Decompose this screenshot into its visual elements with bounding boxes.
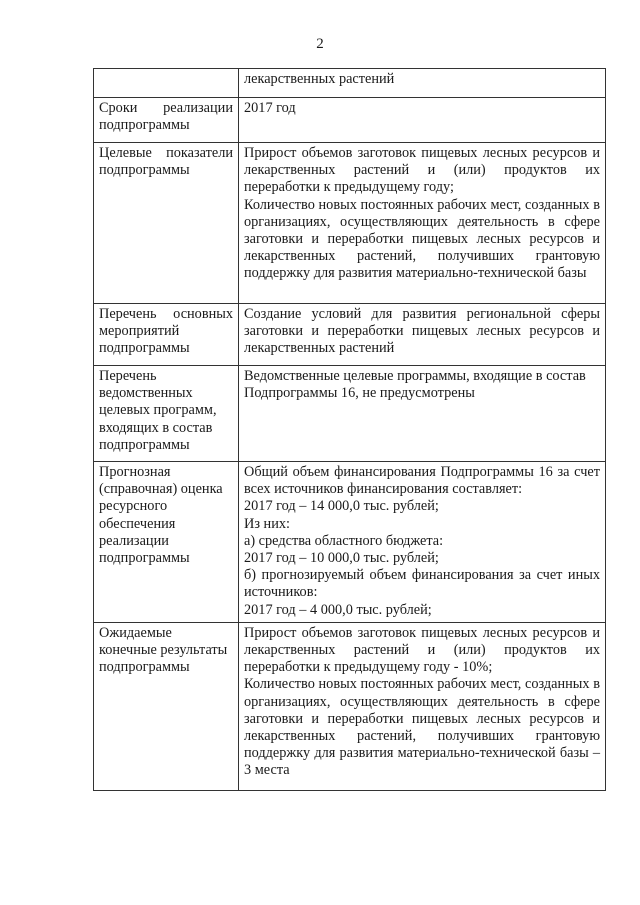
row-content — [239, 98, 606, 143]
row-label — [94, 98, 239, 143]
row-content — [239, 143, 606, 304]
content-paragraph: 2017 год – 14 000,0 тыс. рублей; — [244, 498, 439, 515]
content-paragraph: лекарственных растений — [244, 71, 395, 87]
row-label — [94, 462, 239, 623]
label-text: Перечень основных мероприятий подпрограммы — [99, 306, 233, 357]
content-paragraph: Количество новых постоянных рабочих мест, созданных в организациях, осуществляющих деятельность в сфере заготовки и переработки пищевых лесных ресурсов и лекарственных растений, получивших грантовую поддержку для развития материально-технической базы – 3 места — [244, 676, 600, 779]
label-text: Сроки реализации подпрограммы — [99, 100, 233, 134]
content-paragraph: Количество новых постоянных рабочих мест, созданных в организациях, осуществляющих деятельность в сфере заготовки и переработки пищевых лесных ресурсов и лекарственных растений, получивших грантовую поддержку для развития материально-технической базы — [244, 196, 600, 282]
content-paragraph: Ведомственные целевые программы, входящие в состав Подпрограммы 16, не предусмотрены — [244, 368, 586, 402]
content-paragraph: Создание условий для развития региональной сферы заготовки и переработки пищевых лесных ресурсов и лекарственных растений — [244, 306, 600, 357]
page-number: 2 — [316, 36, 324, 52]
row-label — [94, 69, 239, 98]
row-content — [239, 622, 606, 790]
row-content — [239, 304, 606, 366]
table-row-term — [94, 98, 606, 143]
content-paragraph: б) прогнозируемый объем финансирования за счет иных источников: — [244, 567, 600, 601]
table-row-continuation — [94, 69, 606, 98]
content-paragraph: Прирост объемов заготовок пищевых лесных ресурсов и лекарственных растений и (или) продуктов их переработки к предыдущему году; — [244, 145, 600, 196]
content-paragraph: Прирост объемов заготовок пищевых лесных ресурсов и лекарственных растений и (или) продуктов их переработки к предыдущему году - 10%; — [244, 624, 600, 676]
content-paragraph: Из них: — [244, 515, 290, 532]
content-paragraph: 2017 год – 4 000,0 тыс. рублей; — [244, 601, 432, 618]
row-content — [239, 462, 606, 623]
subprogram-passport-table — [93, 68, 606, 791]
row-content — [239, 69, 606, 98]
content-paragraph: 2017 год — [244, 100, 296, 116]
row-label — [94, 143, 239, 304]
content-paragraph: Общий объем финансирования Подпрограммы 16 за счет всех источников финансирования составляет: — [244, 464, 600, 498]
content-paragraph: 2017 год – 10 000,0 тыс. рублей; — [244, 550, 439, 567]
label-text: Целевые показатели подпрограммы — [99, 145, 233, 179]
label-text: Ожидаемые конечные результаты подпрограммы — [99, 624, 228, 676]
row-label — [94, 366, 239, 462]
table-row-target-indicators — [94, 143, 606, 304]
label-text: Прогнозная (справочная) оценка ресурсного обеспечения реализации подпрограммы — [99, 464, 223, 567]
row-content — [239, 366, 606, 462]
table-row-expected-results — [94, 622, 606, 790]
row-label — [94, 304, 239, 366]
label-text: Перечень ведомственных целевых программ, входящих в состав подпрограммы — [99, 368, 217, 453]
table-row-departmental-programs — [94, 366, 606, 462]
row-label — [94, 622, 239, 790]
table-row-funding — [94, 462, 606, 623]
table-row-main-measures — [94, 304, 606, 366]
content-paragraph: а) средства областного бюджета: — [244, 532, 444, 549]
